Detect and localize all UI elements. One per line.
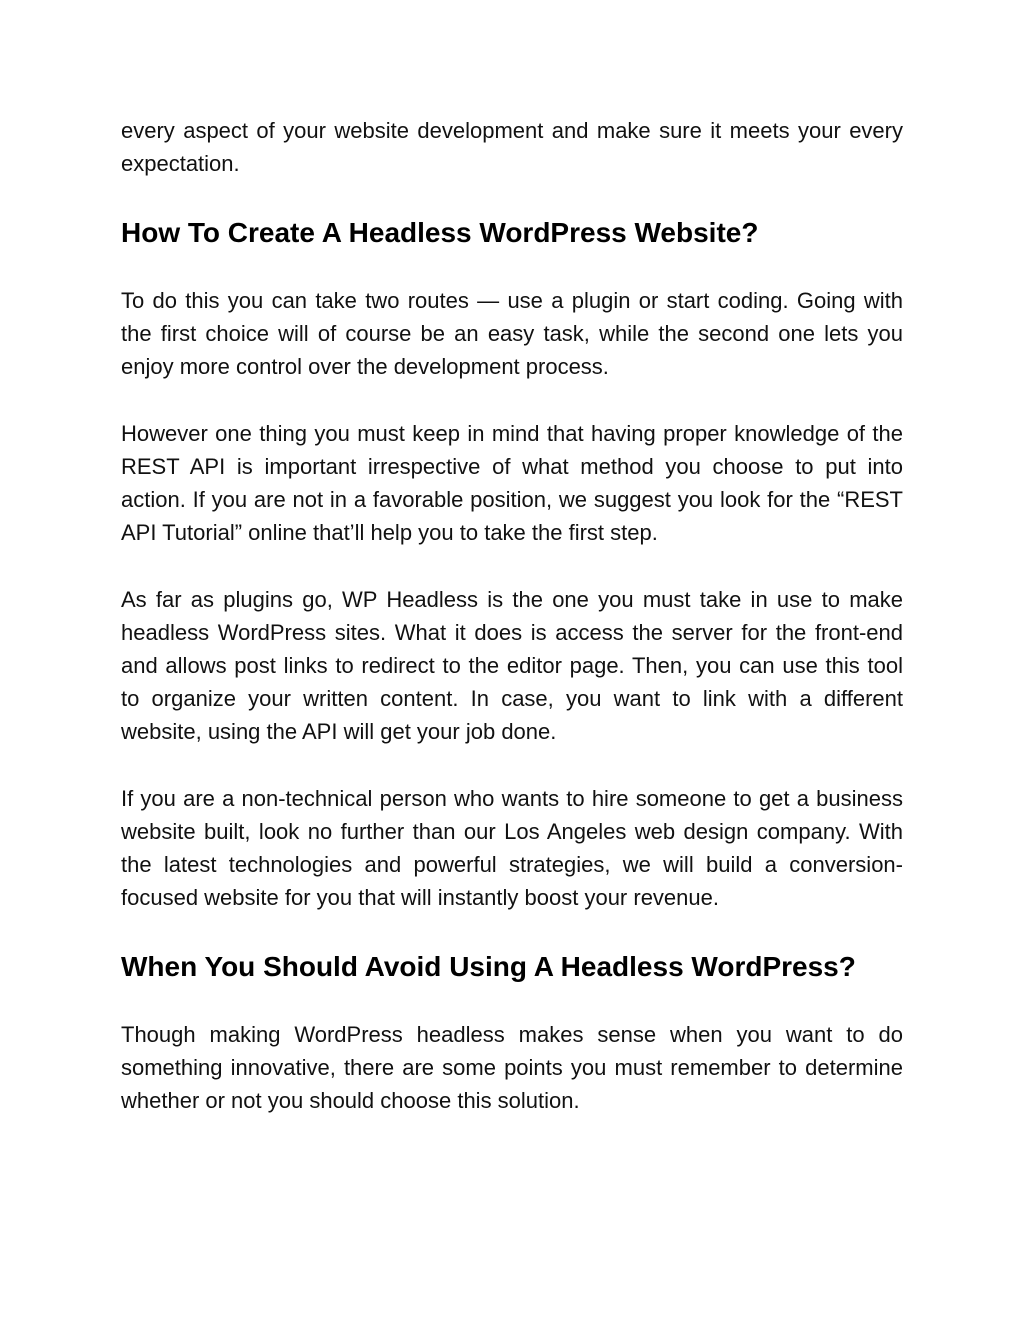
paragraph-rest-api: However one thing you must keep in mind that having proper knowledge of the REST API is important irrespective of what method you choose to put into action. If you are not in a favorable position, we suggest you look for the “REST API Tutorial” online that’ll help you to take the first step. bbox=[121, 421, 903, 545]
document-page bbox=[121, 114, 903, 1117]
paragraph-hire: If you are a non-technical person who wants to hire someone to get a business website built, look no further than our Los Angeles web design company. With the latest technologies and powerful strategies, we will build a conversion-focused website for you that will instantly boost your revenue. bbox=[121, 786, 903, 910]
paragraph-plugins: As far as plugins go, WP Headless is the one you must take in use to make headless WordPress sites. What it does is access the server for the front-end and allows post links to redirect to the editor page. Then, you can use this tool to organize your written content. In case, you want to link with a different website, using the API will get your job done. bbox=[121, 587, 903, 744]
paragraph-routes: To do this you can take two routes — use a plugin or start coding. Going with the first choice will of course be an easy task, while the second one lets you enjoy more control over the development process. bbox=[121, 288, 903, 379]
paragraph-avoid-points: Though making WordPress headless makes sense when you want to do something innovative, there are some points you must remember to determine whether or not you should choose this solution. bbox=[121, 1022, 903, 1113]
intro-paragraph: every aspect of your website development and make sure it meets your every expectation. bbox=[121, 118, 903, 176]
section-heading-create: How To Create A Headless WordPress Website? bbox=[121, 217, 759, 248]
section-heading-avoid: When You Should Avoid Using A Headless WordPress? bbox=[121, 951, 856, 982]
